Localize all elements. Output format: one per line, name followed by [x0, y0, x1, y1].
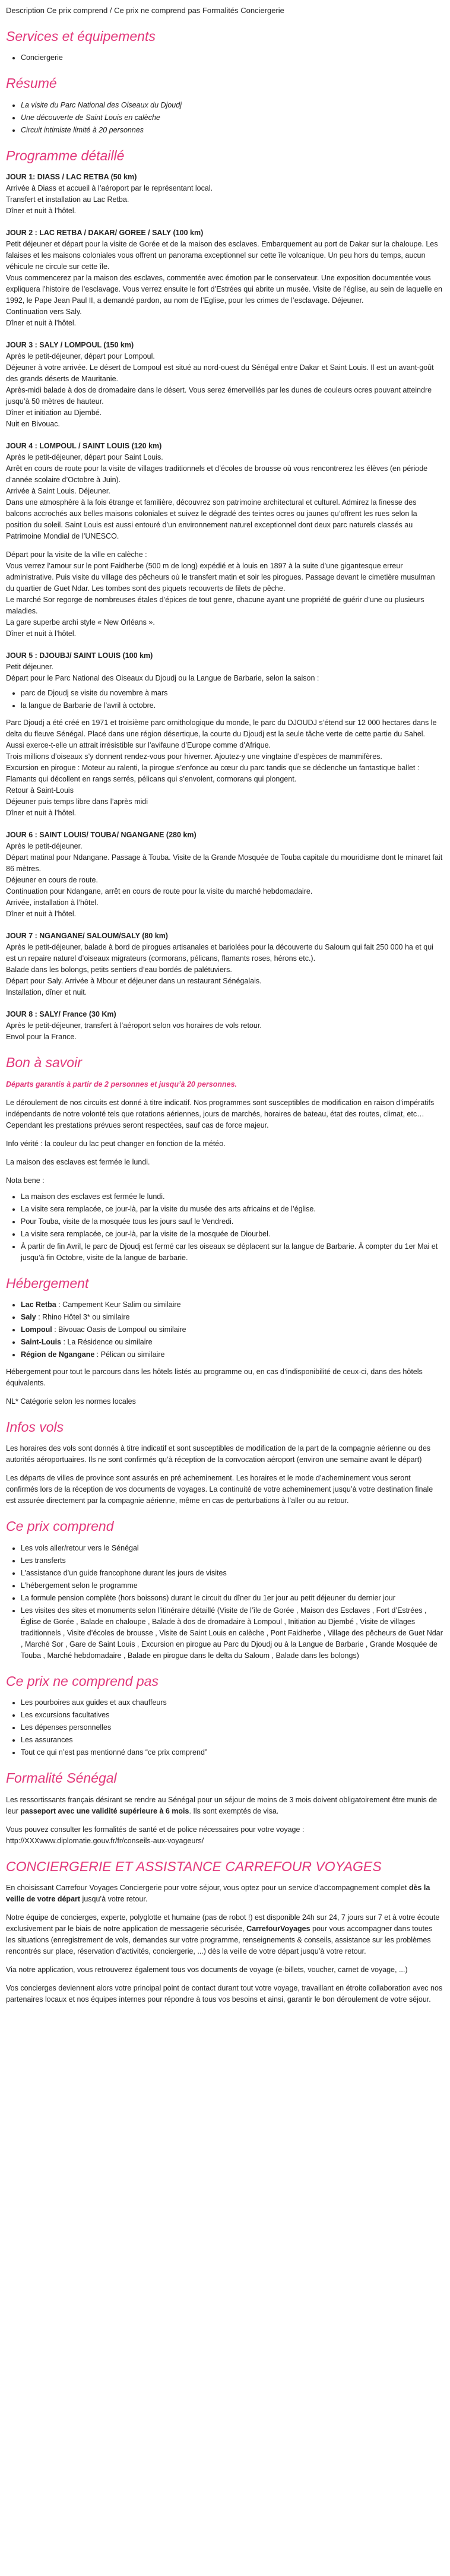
cc-p1	[6, 1882, 443, 1905]
day-line: Balade dans les bolongs, petits sentiers d’eau bordés de palétuviers.	[6, 966, 232, 974]
day-line: Dîner et initiation au Djembé.	[6, 409, 102, 417]
day-line: Installation, dîner et nuit.	[6, 988, 87, 997]
ncomp-item: • Les dépenses personnelles	[21, 1722, 443, 1733]
savoir-item: • Pour Touba, visite de la mosquée tous les jours sauf le Vendredi.	[21, 1216, 443, 1227]
cc-p1-c: jusqu’à votre retour.	[80, 1895, 148, 1904]
day-line: Départ matinal pour Ndangane. Passage à Touba. Visite de la Grande Mosquée de Touba capitale du mouridisme dont le minaret fait 86 mètres.	[6, 853, 443, 874]
day-line: Arrêt en cours de route pour la visite de villages traditionnels et d’écoles de brousse où vous rencontrerez les élèves (en période d’année scolaire d’Octobre à Juin).	[6, 464, 428, 485]
day-line: Dîner et nuit à l’hôtel.	[6, 629, 77, 638]
heb-p1: Hébergement pour tout le parcours dans les hôtels listés au programme ou, en cas d’indisponibilité de ceux-ci, dans des hôtels équivalents.	[6, 1367, 423, 1387]
comp-item: • Les transferts	[21, 1555, 443, 1567]
savoir-p3: La maison des esclaves est fermée le lundi.	[6, 1157, 150, 1166]
day-block	[6, 1009, 443, 1043]
day-line: Continuation pour Ndangane, arrêt en cours de route pour la visite du marché hebdomadaire.	[6, 887, 313, 896]
day-line: Continuation vers Saly.	[6, 308, 82, 317]
day-line: Trois millions d’oiseaux s’y donnent rendez-vous pour hiverner. Ajoutez-y une vingtaine d’espèces de mammifères.	[6, 752, 382, 761]
savoir-item: • La maison des esclaves est fermée le lundi.	[21, 1191, 443, 1202]
ncomp-item: • Les assurances	[21, 1735, 443, 1746]
heb-desc: : Campement Keur Salim ou similaire	[56, 1300, 181, 1309]
day-title: JOUR 4 : LOMPOUL / SAINT LOUIS (120 km)	[6, 442, 162, 451]
day-line: Excursion en pirogue : Moteur au ralenti, la pirogue s’enfonce au cœur du parc tandis que se déclenche un fantastique ballet : Flamants qui décollent en rangs serrés, pélicans qui s’envolent, cormorans qui plongent.	[6, 764, 420, 784]
day-line: Arrivée à Diass et accueil à l’aéroport par le représentant local.	[6, 184, 213, 193]
savoir-nb: Nota bene :	[6, 1176, 45, 1185]
day-block	[6, 227, 443, 329]
day-line: Vous commencerez par la maison des esclaves, commentée avec émotion par le conservateur. Une exposition documentée vous expliquera l’histoire de l’esclavage. Vous verrez ensuite le fort d’Estrées qui abrite un musée. Visite de l’église, au sein de laquelle en 1992, le Pape Jean Paul II, a demandé pardon, au nom de l’Eglise, pour les crimes de l’esclavage. Déjeuner.	[6, 274, 442, 305]
day-line: Départ pour Saly. Arrivée à Mbour et déjeuner dans un restaurant Sénégalais.	[6, 977, 262, 986]
ncomp-list	[6, 1697, 443, 1758]
day-line	[6, 542, 443, 549]
day-line: Parc Djoudj a été créé en 1971 et troisième parc ornithologique du monde, le parc du DJOUDJ s’étend sur 12 000 hectares dans le delta du fleuve Sénégal. Placé dans une région désertique, la courte du Djoudj est la seule tâche verte de cette partie du Sahel. Aussi exerce-t-elle un attrait irrésistible sur l’avifaune d’Europe comme d’Afrique.	[6, 719, 437, 750]
heb-desc: : Pélican ou similaire	[94, 1350, 165, 1359]
day-line: Départ pour la visite de la ville en calèche :	[6, 550, 147, 559]
day-block	[6, 441, 443, 640]
services-list	[6, 52, 443, 64]
day-line: Vous verrez l’amour sur le pont Faidherbe (500 m de long) expédié et à louis en 1897 à la suite d’une gigantesque erreur administrative. Puis visite du village des pêcheurs où le transfert matin et soir les pirogues. Passage devant le cimetière musulman du quartier de Guet Ndar. Les tombes sont des piquets recouverts de filets de pêche.	[6, 562, 435, 593]
comp-item: • La formule pension complète (hors boissons) durant le circuit du dîner du 1er jour au petit déjeuner du dernier jour	[21, 1593, 443, 1604]
heb-item	[21, 1299, 443, 1311]
comp-title: Ce prix comprend	[6, 1518, 114, 1534]
heb-title: Hébergement	[6, 1275, 89, 1291]
cc-p2	[6, 1912, 443, 1957]
savoir-item: • La visite sera remplacée, ce jour-là, par la visite de la mosquée de Diourbel.	[21, 1229, 443, 1240]
day-line: Arrivée, installation à l’hôtel.	[6, 898, 99, 907]
form-p1-a: Les ressortissants français désirant se rendre au Sénégal pour un séjour de moins de 3 mois doivent obligatoirement être munis de leur	[6, 1795, 438, 1815]
day-line: Déjeuner en cours de route.	[6, 876, 98, 885]
heb-desc: : Rhino Hôtel 3* ou similaire	[36, 1312, 130, 1321]
heb-desc: : La Résidence ou similaire	[61, 1337, 153, 1346]
day-line: Envol pour la France.	[6, 1033, 77, 1042]
savoir-guarantee: Départs garantis à partir de 2 personnes et jusqu’à 20 personnes.	[6, 1080, 237, 1088]
savoir-title: Bon à savoir	[6, 1055, 82, 1071]
heb-name: Saint-Louis	[21, 1337, 62, 1346]
cc-p1-b: dès la veille de votre départ	[6, 1884, 430, 1904]
ncomp-title: Ce prix ne comprend pas	[6, 1673, 159, 1689]
heb-item	[21, 1337, 443, 1348]
cc-title: CONCIERGERIE ET ASSISTANCE CARREFOUR VOYAGES	[6, 1858, 382, 1874]
resume-item: • Circuit intimiste limité à 20 personnes	[21, 125, 443, 136]
form-p1	[6, 1795, 443, 1817]
comp-list	[6, 1543, 443, 1662]
resume-item: • Une découverte de Saint Louis en calèche	[21, 112, 443, 124]
cc-p2-a: Notre équipe de concierges, experte, polyglotte et humaine (pas de robot !) est disponible 24h sur 24, 7 jours sur 7 et à votre écoute exclusivement par le biais de notre application de messagerie sécurisée,	[6, 1913, 440, 1933]
comp-item: • Les visites des sites et monuments selon l’itinéraire détaillé (Visite de l’île de Gorée , Maison des Esclaves , Fort d’Estrées , Église de Gorée , Balade en chaloupe , Balade à dos de dromadaire à Lompoul , Initiation au Djembé , Visite de villages traditionnels , Visite d’écoles de brousse , Visite de Saint Louis en calèche , Pont Faidherbe , Village des pêcheurs de Guet Ndar , Marché Sor , Gare de Saint Louis , Excursion en pirogue au Parc du Djoudj ou à la Langue de Barbarie , Grande Mosquée de Touba , Marché hebdomadaire , Balade en pirogue dans le delta du Saloum , Balade dans les bolongs)	[21, 1605, 443, 1662]
day-title: JOUR 7 : NGANGANE/ SALOUM/SALY (80 km)	[6, 932, 168, 941]
day-block	[6, 931, 443, 998]
day-line: Nuit en Bivouac.	[6, 420, 61, 429]
heb-list	[6, 1299, 443, 1360]
day-line: Après le petit-déjeuner, balade à bord de pirogues artisanales et bariolées pour la découverte du Saloum qui fait 250 000 ha et qui est un repaire naturel d’oiseaux migrateurs (cormorans, pélicans, flamants roses, hérons etc.).	[6, 943, 433, 963]
day-line: Départ pour le Parc National des Oiseaux du Djoudj ou la Langue de Barbarie, selon la saison :	[6, 674, 319, 683]
day-line: Après le petit-déjeuner, départ pour Saint Louis.	[6, 453, 163, 462]
day-title: JOUR 3 : SALY / LOMPOUL (150 km)	[6, 341, 134, 350]
day-title: JOUR 1: DIASS / LAC RETBA (50 km)	[6, 173, 137, 182]
comp-item: • L’hébergement selon le programme	[21, 1580, 443, 1591]
savoir-item: • À partir de fin Avril, le parc de Djoudj est fermé car les oiseaux se déplacent sur la langue de Barbarie. À compter du 1er Mai et jusqu’à fin Octobre, visite de la langue de barbarie.	[21, 1241, 443, 1264]
heb-name: Région de Ngangane	[21, 1350, 95, 1359]
form-p1-c: . Ils sont exemptés de visa.	[189, 1806, 279, 1815]
day-block	[6, 650, 443, 819]
day-line: Dîner et nuit à l’hôtel.	[6, 319, 77, 328]
cc-p2-b: CarrefourVoyages	[246, 1925, 310, 1933]
heb-p2: NL* Catégorie selon les normes locales	[6, 1397, 136, 1406]
day-line: Dîner et nuit à l’hôtel.	[6, 910, 77, 919]
ncomp-item: • Tout ce qui n’est pas mentionné dans “ce prix comprend”	[21, 1747, 443, 1758]
day-line: Après le petit-déjeuner, départ pour Lompoul.	[6, 352, 155, 361]
day-line: Dîner et nuit à l’hôtel.	[6, 809, 77, 818]
day-bullet: • parc de Djoudj se visite du novembre à mars	[21, 688, 443, 699]
day-bullets	[6, 688, 443, 711]
savoir-item: • La visite sera remplacée, ce jour-là, par la visite du musée des arts africains et de l’église.	[21, 1204, 443, 1215]
day-title: JOUR 6 : SAINT LOUIS/ TOUBA/ NGANGANE (280 km)	[6, 831, 197, 840]
resume-title: Résumé	[6, 75, 57, 91]
ncomp-item: • Les excursions facultatives	[21, 1710, 443, 1721]
day-block	[6, 172, 443, 217]
form-p2: Vous pouvez consulter les formalités de santé et de police nécessaires pour votre voyage : http://XXXwww.diplomatie.gouv.fr/fr/conseils-aux-voyageurs/	[6, 1825, 305, 1845]
form-title: Formalité Sénégal	[6, 1770, 117, 1786]
vols-p1: Les horaires des vols sont donnés à titre indicatif et sont susceptibles de modification de la part de la compagnie aérienne ou des autorités aéroportuaires. Ils ne sont confirmés qu’à réception de la convocation aéroport (environ une semaine avant le départ)	[6, 1444, 431, 1464]
day-block	[6, 340, 443, 430]
heb-name: Lac Retba	[21, 1300, 56, 1309]
form-p1-b: passeport avec une validité supérieure à 6 mois	[20, 1806, 189, 1815]
resume-list	[6, 100, 443, 136]
day-line: Transfert et installation au Lac Retba.	[6, 195, 129, 204]
day-line: Arrivée à Saint Louis. Déjeuner.	[6, 487, 110, 496]
savoir-list	[6, 1191, 443, 1264]
day-line: Dîner et nuit à l’hôtel.	[6, 207, 77, 216]
savoir-p2: Info vérité : la couleur du lac peut changer en fonction de la météo.	[6, 1139, 226, 1148]
cc-p1-a: En choisissant Carrefour Voyages Conciergerie pour votre séjour, vous optez pour un service d’accompagnement complet	[6, 1884, 409, 1893]
cc-p2-c: pour vous accompagner dans toutes les situations (enregistrement de vols, demandes sur votre programme, renseignements & conseils, assistance sur les problèmes rencontrés sur place, réservation d’activités, conciergerie, ...) dès la veille de votre départ jusqu’à votre retour.	[6, 1925, 433, 1956]
day-line: Petit déjeuner.	[6, 663, 53, 672]
programme-days	[6, 172, 443, 1043]
day-line: Dans une atmosphère à la fois étrange et familière, découvrez son patrimoine architectural et culturel. Admirez la finesse des balcons accrochés aux belles maisons coloniales et suivez le dégradé des teintes ocres ou jaunes qu’offrent les rues selon la position du soleil. Saint Louis est aussi entouré d’un environnement naturel exceptionnel dont deux parc naturels classés au Patrimoine Mondial de l’UNESCO.	[6, 498, 417, 541]
resume-item: • La visite du Parc National des Oiseaux du Djoudj	[21, 100, 443, 111]
vols-title: Infos vols	[6, 1419, 64, 1435]
cc-p4: Vos concierges deviennent alors votre principal point de contact durant tout votre voyage, travaillant en étroite collaboration avec nos partenaires locaux et nos équipes internes pour répondre à tous vos besoins et ainsi, garantir le bon déroulement de votre séjour.	[6, 1984, 443, 2004]
heb-item	[21, 1324, 443, 1336]
cc-p3: Via notre application, vous retrouverez également tous vos documents de voyage (e-billets, voucher, carnet de voyage, ...)	[6, 1966, 408, 1974]
day-title: JOUR 5 : DJOUBJ/ SAINT LOUIS (100 km)	[6, 651, 153, 660]
day-line: Retour à Saint-Louis	[6, 786, 74, 795]
heb-item	[21, 1312, 443, 1323]
heb-item	[21, 1349, 443, 1360]
day-line: La gare superbe archi style « New Orléans ».	[6, 618, 155, 627]
day-line: Déjeuner à votre arrivée. Le désert de Lompoul est situé au nord-ouest du Sénégal entre Dakar et Saint Louis. Il est un avant-goût des grands déserts de Mauritanie.	[6, 363, 434, 384]
day-line: Après le petit-déjeuner.	[6, 842, 83, 851]
heb-name: Saly	[21, 1312, 36, 1321]
day-title: JOUR 8 : SALY/ France (30 Km)	[6, 1010, 116, 1019]
day-line: Déjeuner puis temps libre dans l’après midi	[6, 798, 148, 806]
programme-title: Programme détaillé	[6, 147, 125, 163]
day-bullet: • la langue de Barbarie de l’avril à octobre.	[21, 700, 443, 711]
day-line: Petit déjeuner et départ pour la visite de Gorée et de la maison des esclaves. Embarquement au port de Dakar sur la chaloupe. Les falaises et les maisons coloniales vous offrent un panorama exceptionnel sur cette île volcanique. Un peu hors du temps, aucun véhicule ne circule sur cette île.	[6, 240, 438, 271]
heb-name: Lompoul	[21, 1325, 52, 1334]
day-block	[6, 830, 443, 920]
comp-item: • L’assistance d’un guide francophone durant les jours de visites	[21, 1568, 443, 1579]
services-title: Services et équipements	[6, 28, 156, 44]
day-title: JOUR 2 : LAC RETBA / DAKAR/ GOREE / SALY (100 km)	[6, 229, 204, 238]
day-line: Le marché Sor regorge de nombreuses étales d’épices de tout genre, chacune ayant une propriété de guérir d’une ou plusieurs maladies.	[6, 596, 424, 616]
service-item: • Conciergerie	[21, 52, 443, 64]
vols-p2: Les départs de villes de province sont assurés en pré acheminement. Les horaires et le mode d’acheminement vous seront confirmés lors de la réception de vos documents de voyages. La continuité de votre acheminement jusqu’à votre destination finale est assurée directement par la compagnie aérienne, même en cas de perturbations à l’aller ou au retour.	[6, 1474, 433, 1505]
breadcrumb: Description Ce prix comprend / Ce prix ne comprend pas Formalités Conciergerie	[6, 6, 284, 15]
ncomp-item: • Les pourboires aux guides et aux chauffeurs	[21, 1697, 443, 1708]
heb-desc: : Bivouac Oasis de Lompoul ou similaire	[52, 1325, 186, 1334]
day-line: Après-midi balade à dos de dromadaire dans le désert. Vous serez émerveillés par les dunes de couleurs ocres pouvant atteindre jusqu’à 50 mètres de hauteur.	[6, 386, 432, 406]
comp-item: • Les vols aller/retour vers le Sénégal	[21, 1543, 443, 1554]
savoir-p1: Le déroulement de nos circuits est donné à titre indicatif. Nos programmes sont susceptibles de modification en raison d’impératifs indépendants de notre volonté tels que rotations aériennes, jours de marchés, horaires de bateau, état des routes, climat, etc… Cependant les prestations prévues seront respectées, sauf cas de force majeur.	[6, 1098, 435, 1129]
day-line: Après le petit-déjeuner, transfert à l’aéroport selon vos horaires de vols retour.	[6, 1021, 262, 1030]
